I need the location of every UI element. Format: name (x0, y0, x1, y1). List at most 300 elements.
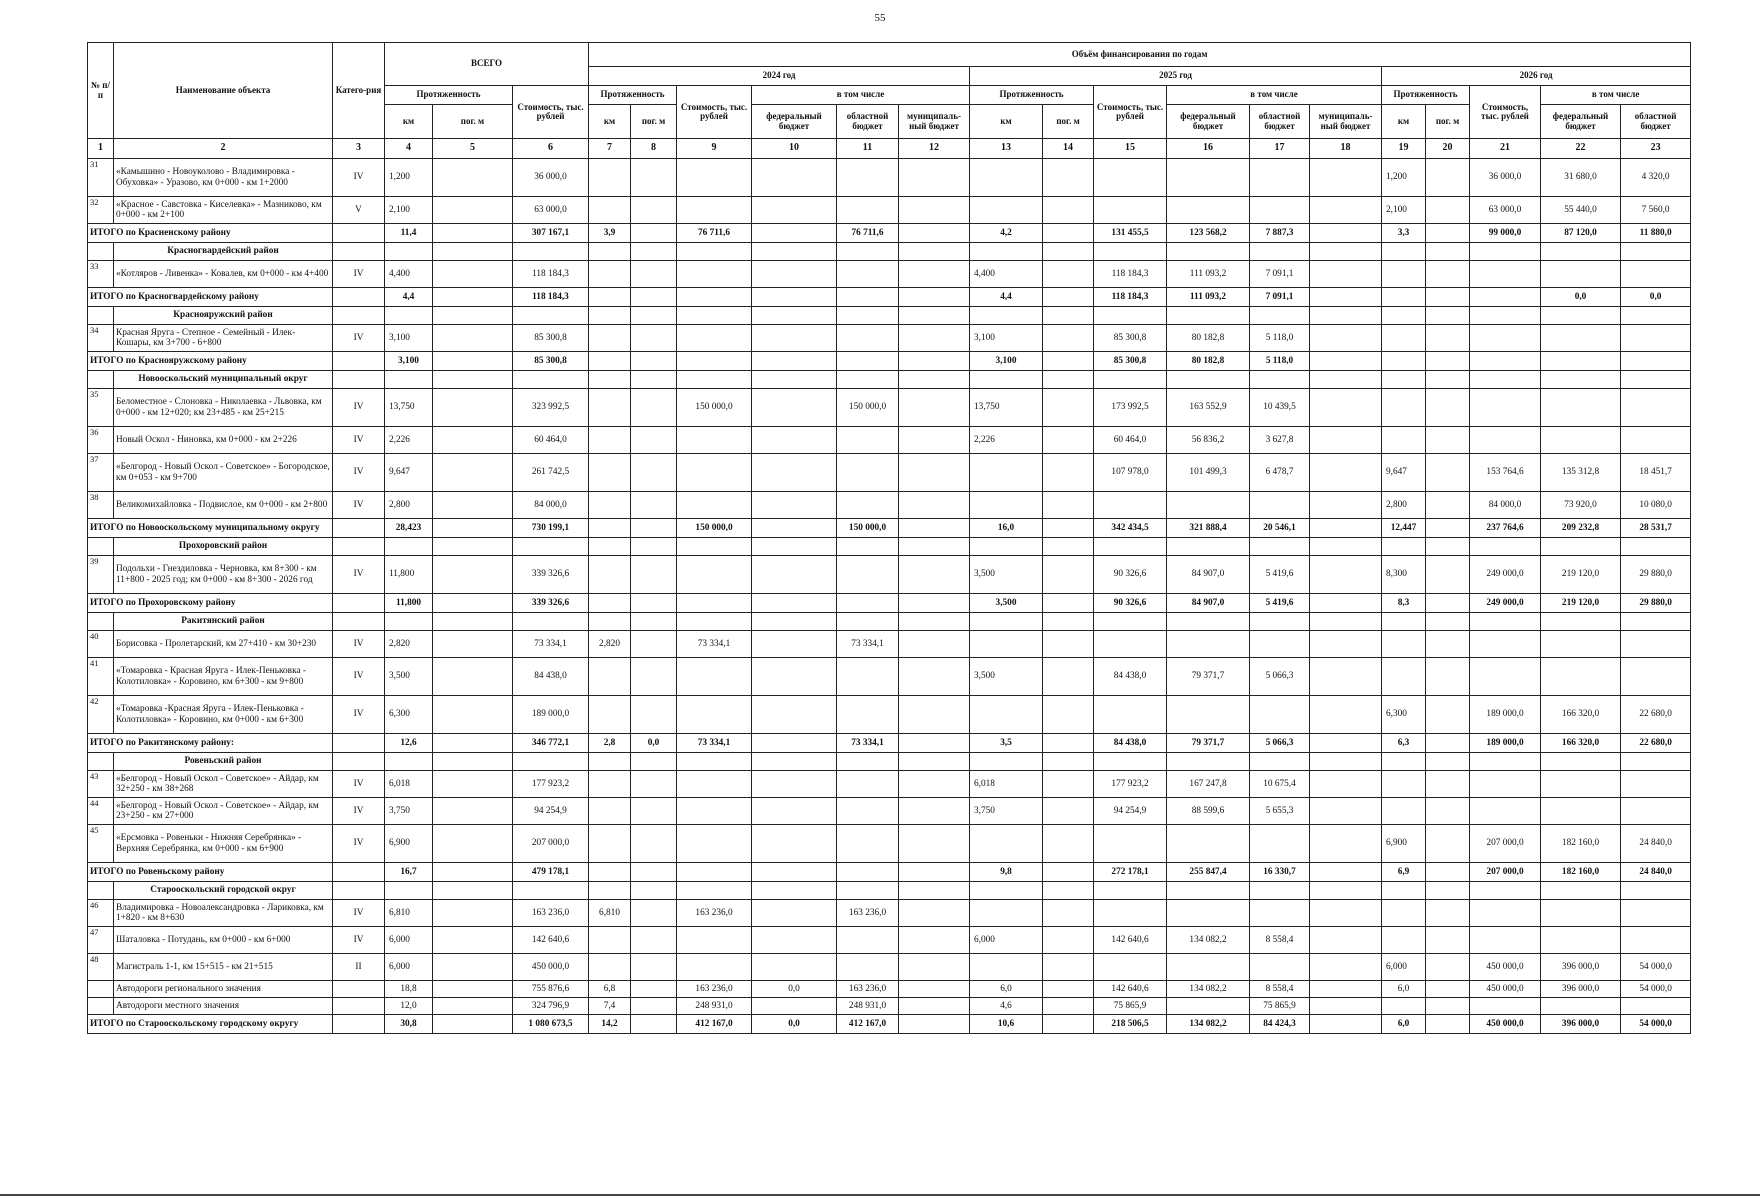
district-name: Ракитянский район (114, 613, 333, 631)
value-cell (970, 825, 1043, 863)
empty-cell (433, 753, 513, 771)
value-cell: 84 438,0 (1094, 658, 1167, 696)
value-cell (1621, 352, 1691, 371)
value-cell: 2,226 (385, 427, 433, 454)
value-cell: 12,447 (1382, 519, 1426, 538)
value-cell (899, 1015, 970, 1034)
object-row (88, 798, 1691, 825)
value-cell: 207 000,0 (1470, 825, 1541, 863)
value-cell: 73 920,0 (1541, 492, 1621, 519)
value-cell: 219 120,0 (1541, 594, 1621, 613)
value-cell: 142 640,6 (513, 927, 589, 954)
value-cell: 755 876,6 (513, 981, 589, 998)
total-label: ИТОГО по Красногвардейскому району (88, 288, 333, 307)
value-cell: 11,800 (385, 556, 433, 594)
empty-cell (1426, 538, 1470, 556)
value-cell (1426, 900, 1470, 927)
row-number: 31 (88, 159, 114, 197)
empty-cell (677, 243, 752, 261)
value-cell (1426, 519, 1470, 538)
empty-cell (1470, 753, 1541, 771)
value-cell (837, 798, 899, 825)
empty-cell (837, 371, 899, 389)
value-cell (631, 519, 677, 538)
regional-header: областной бюджет (1621, 105, 1691, 139)
value-cell: 0,0 (752, 981, 837, 998)
value-cell (1382, 352, 1426, 371)
value-cell (752, 261, 837, 288)
empty-cell (1621, 371, 1691, 389)
empty-cell (513, 307, 589, 325)
value-cell (1043, 492, 1094, 519)
value-cell: 56 836,2 (1167, 427, 1250, 454)
value-cell: 4,400 (385, 261, 433, 288)
table-body (88, 159, 1691, 1034)
value-cell (589, 492, 631, 519)
value-cell (1382, 900, 1426, 927)
value-cell (1043, 631, 1094, 658)
value-cell (1382, 798, 1426, 825)
value-cell (631, 998, 677, 1015)
value-cell (1043, 224, 1094, 243)
value-cell: 324 796,9 (513, 998, 589, 1015)
empty-cell (513, 882, 589, 900)
district-heading-row (88, 882, 1691, 900)
value-cell: 118 184,3 (513, 288, 589, 307)
category-cell: IV (333, 658, 385, 696)
value-cell: 99 000,0 (1470, 224, 1541, 243)
row-num-cell (88, 307, 114, 325)
empty-cell (1167, 538, 1250, 556)
value-cell: 177 923,2 (513, 771, 589, 798)
value-cell (1043, 389, 1094, 427)
value-cell (1470, 927, 1541, 954)
value-cell (1470, 900, 1541, 927)
empty-cell (899, 753, 970, 771)
value-cell (752, 197, 837, 224)
value-cell: 166 320,0 (1541, 734, 1621, 753)
value-cell (631, 261, 677, 288)
value-cell (433, 825, 513, 863)
pog-m-header: пог. м (433, 105, 513, 139)
district-heading-row (88, 753, 1691, 771)
value-cell: 163 236,0 (837, 900, 899, 927)
value-cell (433, 1015, 513, 1034)
value-cell (1043, 1015, 1094, 1034)
district-total-row (88, 1015, 1691, 1034)
category-cell: IV (333, 825, 385, 863)
value-cell (899, 998, 970, 1015)
empty-cell (333, 371, 385, 389)
column-number: 15 (1094, 139, 1167, 159)
object-name: Борисовка - Пролетарский, км 27+410 - км 30+230 (114, 631, 333, 658)
value-cell (752, 556, 837, 594)
cost-header: Стоимость, тыс. рублей (1094, 86, 1167, 139)
row-number: 34 (88, 325, 114, 352)
value-cell (433, 594, 513, 613)
year-2025-header: 2025 год (970, 67, 1382, 86)
value-cell (1043, 954, 1094, 981)
object-row (88, 325, 1691, 352)
value-cell (1043, 594, 1094, 613)
row-number: 32 (88, 197, 114, 224)
value-cell (899, 927, 970, 954)
object-row (88, 261, 1691, 288)
column-number: 20 (1426, 139, 1470, 159)
km-header: км (385, 105, 433, 139)
empty-cell (333, 613, 385, 631)
value-cell (677, 696, 752, 734)
object-name: Красная Яруга - Степное - Семейный - Илек-Кошары, км 3+700 - 6+800 (114, 325, 333, 352)
district-heading-row (88, 538, 1691, 556)
value-cell: 3,750 (970, 798, 1043, 825)
value-cell (899, 159, 970, 197)
empty-cell (433, 538, 513, 556)
empty-cell (433, 307, 513, 325)
value-cell (752, 696, 837, 734)
value-cell (1426, 492, 1470, 519)
district-name: Ровеньский район (114, 753, 333, 771)
empty-cell (1382, 307, 1426, 325)
value-cell (837, 352, 899, 371)
value-cell (1310, 197, 1382, 224)
row-num-cell (88, 538, 114, 556)
category-cell: IV (333, 159, 385, 197)
column-number: 21 (1470, 139, 1541, 159)
value-cell (1310, 261, 1382, 288)
value-cell: 4,2 (970, 224, 1043, 243)
value-cell: 4,4 (970, 288, 1043, 307)
value-cell: 101 499,3 (1167, 454, 1250, 492)
value-cell: 118 184,3 (513, 261, 589, 288)
value-cell (677, 288, 752, 307)
object-name: Магистраль 1-1, км 15+515 - км 21+515 (114, 954, 333, 981)
value-cell: 18,8 (385, 981, 433, 998)
value-cell: 6,300 (385, 696, 433, 734)
value-cell (1310, 798, 1382, 825)
category-cell: IV (333, 427, 385, 454)
length-header: Протяженность (385, 86, 513, 105)
value-cell (1426, 734, 1470, 753)
object-name: «Белгород - Новый Оскол - Советское» - Айдар, км 32+250 - км 38+268 (114, 771, 333, 798)
value-cell: 163 552,9 (1167, 389, 1250, 427)
value-cell (631, 159, 677, 197)
value-cell: 323 992,5 (513, 389, 589, 427)
empty-cell (899, 307, 970, 325)
empty-cell (752, 753, 837, 771)
value-cell: 54 000,0 (1621, 1015, 1691, 1034)
value-cell (837, 492, 899, 519)
empty-cell (1250, 243, 1310, 261)
value-cell (1426, 863, 1470, 882)
value-cell (1541, 389, 1621, 427)
value-cell (752, 454, 837, 492)
value-cell (589, 427, 631, 454)
value-cell: 94 254,9 (513, 798, 589, 825)
district-name: Красногвардейский район (114, 243, 333, 261)
value-cell (752, 594, 837, 613)
federal-header: федеральный бюджет (752, 105, 837, 139)
value-cell (1094, 825, 1167, 863)
value-cell (589, 352, 631, 371)
district-total-row (88, 863, 1691, 882)
value-cell (677, 352, 752, 371)
value-cell (899, 900, 970, 927)
value-cell (1043, 998, 1094, 1015)
empty-cell (589, 307, 631, 325)
value-cell: 6,900 (385, 825, 433, 863)
value-cell (1043, 197, 1094, 224)
value-cell (752, 771, 837, 798)
empty-cell (1094, 613, 1167, 631)
value-cell (677, 927, 752, 954)
value-cell (899, 863, 970, 882)
row-number: 43 (88, 771, 114, 798)
row-number: 45 (88, 825, 114, 863)
object-name: Шаталовка - Потудань, км 0+000 - км 6+000 (114, 927, 333, 954)
value-cell (631, 900, 677, 927)
empty-cell (1426, 243, 1470, 261)
value-cell (1426, 427, 1470, 454)
value-cell: 63 000,0 (1470, 197, 1541, 224)
category-cell: IV (333, 389, 385, 427)
empty-cell (1043, 307, 1094, 325)
empty-cell (1094, 882, 1167, 900)
empty-cell (1167, 307, 1250, 325)
row-number: 35 (88, 389, 114, 427)
value-cell: 209 232,8 (1541, 519, 1621, 538)
column-number: 23 (1621, 139, 1691, 159)
empty-cell (1250, 882, 1310, 900)
empty-cell (899, 882, 970, 900)
empty-cell (677, 371, 752, 389)
value-cell (677, 556, 752, 594)
value-cell: 3 627,8 (1250, 427, 1310, 454)
cost-header: Стоимость, тыс. рублей (513, 86, 589, 139)
value-cell (1426, 998, 1470, 1015)
value-cell (677, 261, 752, 288)
empty-cell (899, 371, 970, 389)
empty-cell (1043, 882, 1094, 900)
value-cell (752, 631, 837, 658)
value-cell: 177 923,2 (1094, 771, 1167, 798)
empty-cell (1426, 371, 1470, 389)
value-cell: 73 334,1 (837, 734, 899, 753)
district-total-row (88, 594, 1691, 613)
empty-cell (513, 243, 589, 261)
object-row (88, 389, 1691, 427)
value-cell: 14,2 (589, 1015, 631, 1034)
column-number-row (88, 139, 1691, 159)
empty-cell (1541, 243, 1621, 261)
empty-cell (1250, 307, 1310, 325)
empty-cell (1043, 753, 1094, 771)
value-cell (970, 197, 1043, 224)
category-cell: IV (333, 325, 385, 352)
value-cell: 1,200 (1382, 159, 1426, 197)
object-name: «Томаровка -Красная Яруга - Илек-Пеньковка - Колотиловка» - Коровино, км 0+000 - км 6+300 (114, 696, 333, 734)
value-cell: 13,750 (970, 389, 1043, 427)
municipal-header: муниципаль-ный бюджет (899, 105, 970, 139)
value-cell: 2,800 (1382, 492, 1426, 519)
object-row (88, 954, 1691, 981)
value-cell (1426, 1015, 1470, 1034)
value-cell (1426, 352, 1470, 371)
value-cell: 163 236,0 (677, 981, 752, 998)
value-cell: 31 680,0 (1541, 159, 1621, 197)
value-cell: 450 000,0 (1470, 954, 1541, 981)
value-cell (1541, 927, 1621, 954)
value-cell (899, 658, 970, 696)
value-cell: 12,6 (385, 734, 433, 753)
empty-cell (837, 538, 899, 556)
value-cell: 249 000,0 (1470, 556, 1541, 594)
category-cell (333, 519, 385, 538)
empty-cell (513, 753, 589, 771)
value-cell (899, 389, 970, 427)
object-row (88, 900, 1691, 927)
value-cell: 7,4 (589, 998, 631, 1015)
value-cell: 36 000,0 (513, 159, 589, 197)
row-number: 39 (88, 556, 114, 594)
value-cell (1310, 352, 1382, 371)
value-cell: 10 439,5 (1250, 389, 1310, 427)
category-cell: IV (333, 454, 385, 492)
value-cell (752, 734, 837, 753)
value-cell: 150 000,0 (677, 389, 752, 427)
value-cell (1621, 998, 1691, 1015)
value-cell: 1,200 (385, 159, 433, 197)
empty-cell (1250, 538, 1310, 556)
value-cell (677, 771, 752, 798)
empty-cell (1382, 882, 1426, 900)
total-label: ИТОГО по Новооскольскому муниципальному округу (88, 519, 333, 538)
empty-cell (333, 243, 385, 261)
row-number: 44 (88, 798, 114, 825)
value-cell: 0,0 (752, 1015, 837, 1034)
empty-cell (1382, 538, 1426, 556)
category-cell: V (333, 197, 385, 224)
value-cell (1621, 261, 1691, 288)
total-label: ИТОГО по Ракитянскому району: (88, 734, 333, 753)
empty-cell (589, 882, 631, 900)
empty-cell (1382, 371, 1426, 389)
value-cell (1310, 454, 1382, 492)
value-cell (631, 771, 677, 798)
value-cell (433, 159, 513, 197)
value-cell (899, 825, 970, 863)
value-cell: 4,6 (970, 998, 1043, 1015)
value-cell (1310, 1015, 1382, 1034)
value-cell: 6,9 (1382, 863, 1426, 882)
district-name: Прохоровский район (114, 538, 333, 556)
category-cell: IV (333, 696, 385, 734)
empty-cell (1470, 307, 1541, 325)
empty-cell (1167, 243, 1250, 261)
empty-cell (1094, 307, 1167, 325)
value-cell: 80 182,8 (1167, 325, 1250, 352)
empty-cell (970, 371, 1043, 389)
empty-cell (631, 613, 677, 631)
object-row (88, 927, 1691, 954)
km-header: км (589, 105, 631, 139)
value-cell: 10 080,0 (1621, 492, 1691, 519)
value-cell (899, 631, 970, 658)
district-heading-row (88, 371, 1691, 389)
value-cell (899, 224, 970, 243)
pog-m-header: пог. м (631, 105, 677, 139)
value-cell: 450 000,0 (1470, 981, 1541, 998)
value-cell (1382, 427, 1426, 454)
empty-cell (433, 243, 513, 261)
value-cell: 1 080 673,5 (513, 1015, 589, 1034)
value-cell (1310, 427, 1382, 454)
value-cell: 11 880,0 (1621, 224, 1691, 243)
value-cell: 3,500 (385, 658, 433, 696)
length-header: Протяженность (589, 86, 677, 105)
empty-cell (970, 307, 1043, 325)
empty-cell (1043, 371, 1094, 389)
value-cell: 85 300,8 (513, 352, 589, 371)
value-cell (1310, 734, 1382, 753)
incl-header: в том числе (752, 86, 970, 105)
value-cell (837, 556, 899, 594)
empty-cell (1541, 371, 1621, 389)
row-number: 47 (88, 927, 114, 954)
object-row (88, 658, 1691, 696)
value-cell (837, 288, 899, 307)
value-cell (677, 325, 752, 352)
value-cell (677, 658, 752, 696)
empty-cell (385, 882, 433, 900)
value-cell: 123 568,2 (1167, 224, 1250, 243)
value-cell (1094, 492, 1167, 519)
value-cell (433, 734, 513, 753)
empty-cell (1310, 753, 1382, 771)
empty-cell (1250, 613, 1310, 631)
municipal-header: муниципаль-ный бюджет (1310, 105, 1382, 139)
value-cell: 0,0 (1541, 288, 1621, 307)
value-cell: 29 880,0 (1621, 556, 1691, 594)
empty-cell (1167, 753, 1250, 771)
value-cell (1470, 261, 1541, 288)
value-cell (837, 261, 899, 288)
value-cell: 30,8 (385, 1015, 433, 1034)
value-cell: 6,0 (1382, 981, 1426, 998)
value-cell: 142 640,6 (1094, 981, 1167, 998)
value-cell: 412 167,0 (677, 1015, 752, 1034)
value-cell (1043, 427, 1094, 454)
value-cell: 3,500 (970, 556, 1043, 594)
empty-cell (1382, 243, 1426, 261)
value-cell: 6,018 (970, 771, 1043, 798)
empty-cell (1470, 882, 1541, 900)
value-cell (1470, 352, 1541, 371)
value-cell: 450 000,0 (1470, 1015, 1541, 1034)
column-number: 17 (1250, 139, 1310, 159)
value-cell: 75 865,9 (1250, 998, 1310, 1015)
value-cell: 163 236,0 (513, 900, 589, 927)
empty-cell (1310, 371, 1382, 389)
value-cell: 207 000,0 (513, 825, 589, 863)
value-cell: 9,8 (970, 863, 1043, 882)
value-cell (589, 798, 631, 825)
column-number: 16 (1167, 139, 1250, 159)
empty-cell (837, 243, 899, 261)
empty-cell (1250, 753, 1310, 771)
value-cell: 54 000,0 (1621, 981, 1691, 998)
value-cell: 11,800 (385, 594, 433, 613)
